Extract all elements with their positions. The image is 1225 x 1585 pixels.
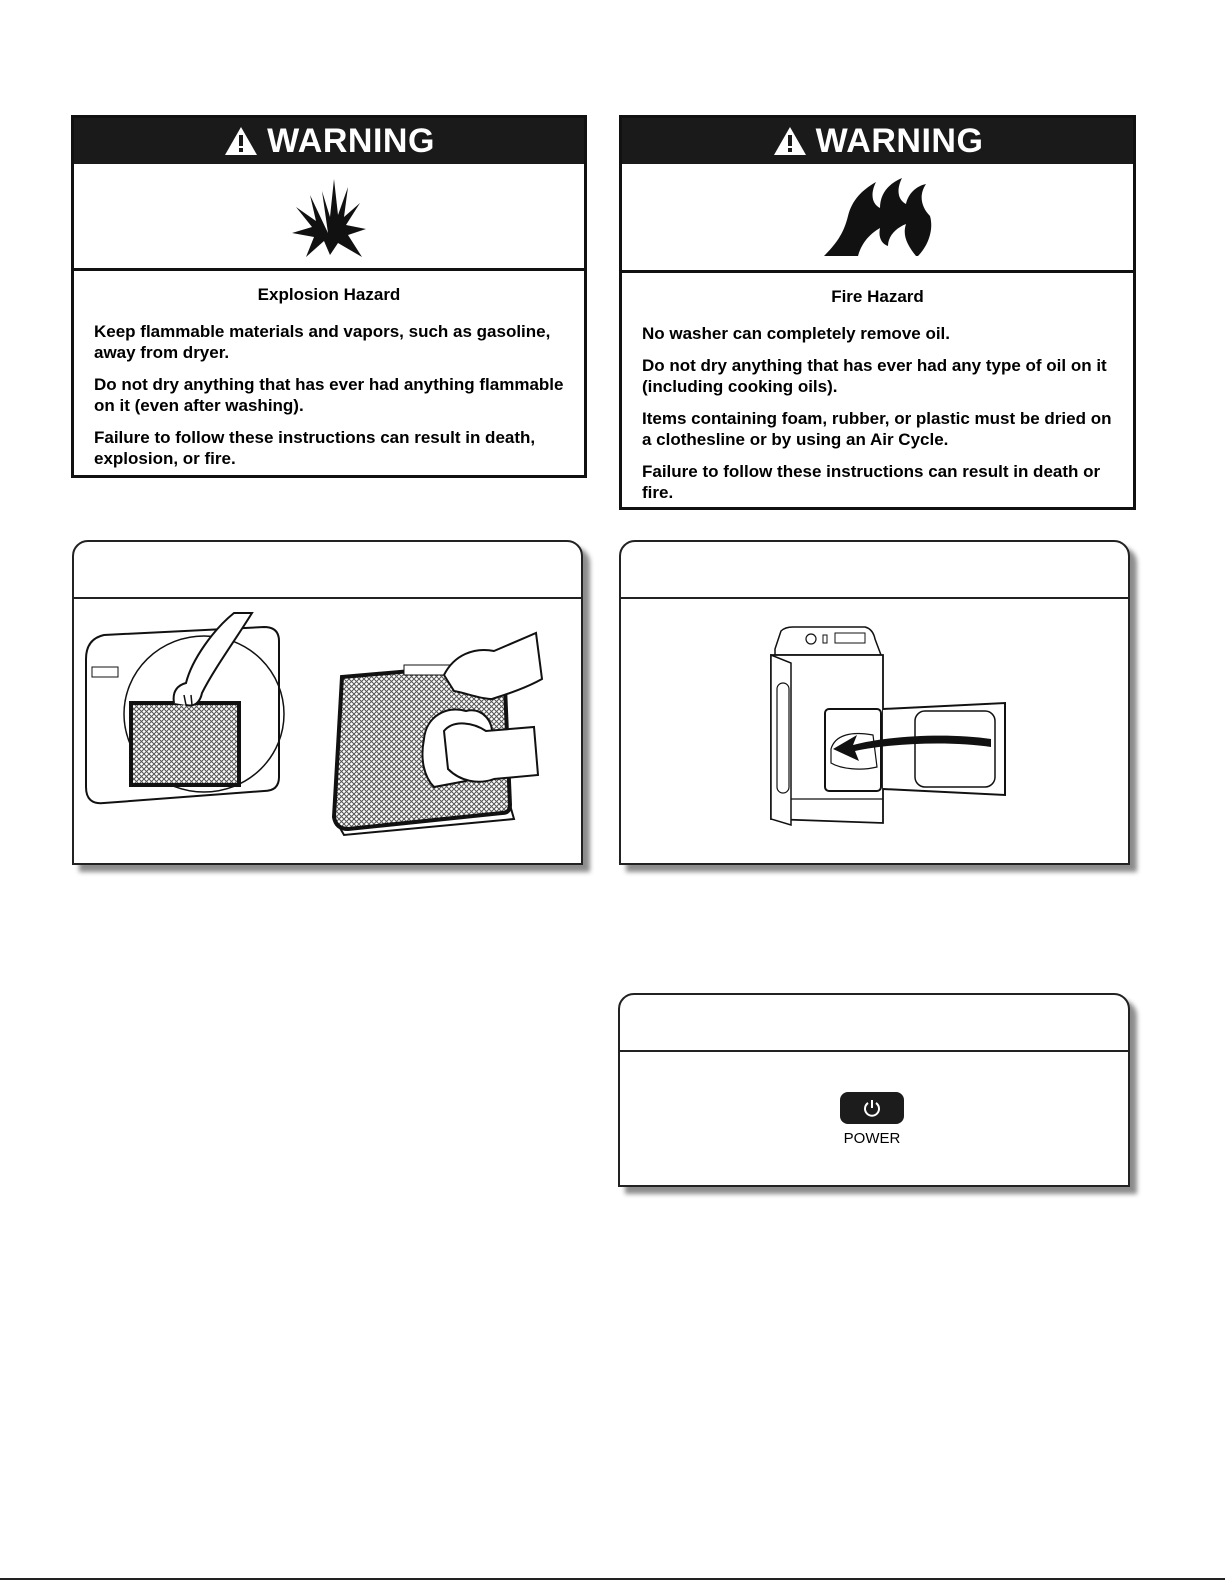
panel-illustration xyxy=(74,599,581,866)
panel-illustration xyxy=(621,599,1128,866)
panel-header xyxy=(621,542,1128,599)
warning-line: Do not dry anything that has ever had any type of oil on it (including cooking oils). xyxy=(642,356,1107,396)
warning-line: Keep flammable materials and vapors, such as gasoline, away from dryer. xyxy=(94,322,551,362)
page-bottom-rule xyxy=(0,1578,1225,1580)
power-icon xyxy=(862,1098,882,1118)
panel-header xyxy=(620,995,1128,1052)
warning-line: Do not dry anything that has ever had anything flammable on it (even after washing). xyxy=(94,375,564,415)
warning-text xyxy=(74,271,584,469)
alert-triangle-icon xyxy=(223,125,259,157)
warning-heading: WARNING xyxy=(267,121,435,160)
warning-heading: WARNING xyxy=(815,121,984,160)
warning-line: No washer can completely remove oil. xyxy=(642,324,951,343)
hazard-title: Explosion Hazard xyxy=(257,285,401,304)
warning-box-fire xyxy=(619,115,1136,510)
hazard-title: Fire Hazard xyxy=(831,287,924,306)
warning-box-explosion xyxy=(71,115,587,478)
dryer-door-panel xyxy=(619,540,1130,865)
hazard-icon-area xyxy=(74,164,584,271)
power-button[interactable] xyxy=(840,1092,904,1124)
lint-screen-panel xyxy=(72,540,583,865)
panel-header xyxy=(74,542,581,599)
warning-line: Items containing foam, rubber, or plastic must be dried on a clothesline or by using an Air Cycle. xyxy=(642,409,1112,449)
power-label: POWER xyxy=(843,1130,901,1147)
warning-header xyxy=(74,118,584,164)
warning-text xyxy=(622,273,1133,503)
warning-line: Failure to follow these instructions can result in death or fire. xyxy=(642,462,1101,502)
warning-line: Failure to follow these instructions can result in death, explosion, or fire. xyxy=(94,428,536,468)
lint-screen-illustration xyxy=(74,599,579,861)
hazard-icon-area xyxy=(622,164,1133,273)
explosion-icon xyxy=(284,171,374,261)
warning-header xyxy=(622,118,1133,164)
power-panel xyxy=(618,993,1130,1187)
fire-icon xyxy=(818,172,938,262)
dryer-illustration xyxy=(621,599,1126,861)
alert-triangle-icon xyxy=(772,125,808,157)
